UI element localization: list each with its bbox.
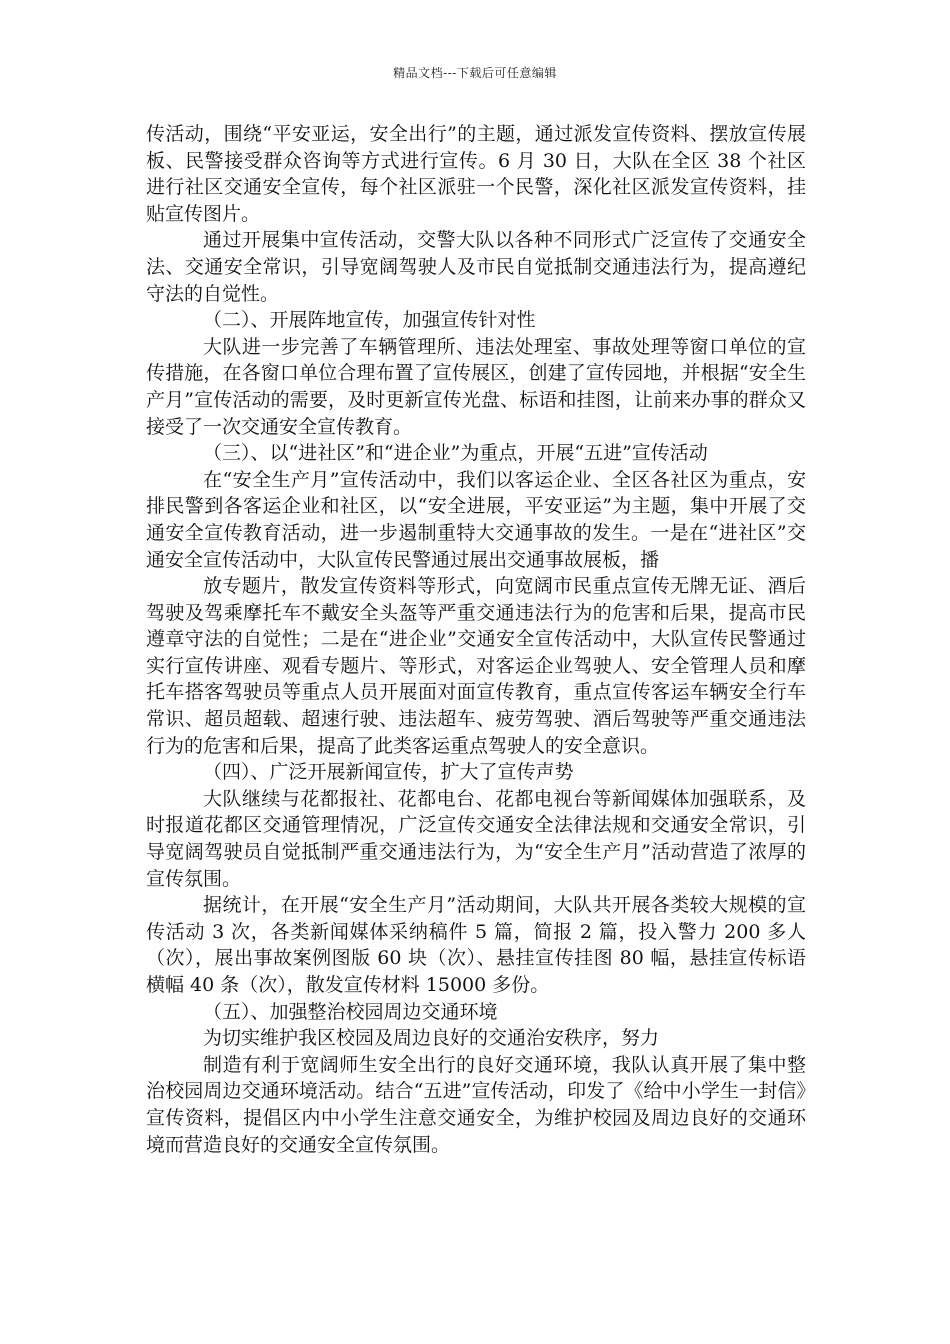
section-heading-5: （五）、加强整治校园周边交通环境 xyxy=(203,1000,498,1023)
section-heading-3: （三）、以“进社区”和“进企业”为重点，开展“五进”宣传活动 xyxy=(203,442,708,465)
section-heading-2: （二）、开展阵地宣传，加强宣传针对性 xyxy=(203,309,536,332)
document-body xyxy=(146,121,806,1158)
paragraph-4: 在“安全生产月”宣传活动中，我们以客运企业、全区各社区为重点，安排民警到各客运企业和社区，以“安全进展，平安亚运”为主题，集中开展了交通安全宣传教育活动，进一步遏制重特大交通事故的发生。一是在“进社区”交通安全宣传活动中，大队宣传民警通过展出交通事故展板，播 xyxy=(146,468,806,571)
paragraph-7: 据统计，在开展“安全生产月”活动期间，大队共开展各类较大规模的宣传活动 3 次，各类新闻媒体采纳稿件 5 篇，简报 2 篇，投入警力 200 多人（次），展出事故案例图版 60 块（次）、悬挂宣传挂图 80 幅，悬挂宣传标语横幅 40 条（次），散发宣传材料 15000 多份。 xyxy=(146,894,806,996)
paragraph-1: 传活动，围绕“平安亚运，安全出行”的主题，通过派发宣传资料、摆放宣传展板、民警接受群众咨询等方式进行宣传。6 月 30 日，大队在全区 38 个社区进行社区交通安全宣传，每个社区派驻一个民警，深化社区派发宣传资料，挂贴宣传图片。 xyxy=(146,123,806,225)
page-header: 精品文档---下载后可任意编辑 xyxy=(393,66,557,80)
section-heading-4: （四）、广泛开展新闻宣传，扩大了宣传声势 xyxy=(203,761,574,784)
paragraph-5: 放专题片，散发宣传资料等形式，向宽阔市民重点宣传无牌无证、酒后驾驶及驾乘摩托车不戴安全头盔等严重交通违法行为的危害和后果，提高市民遵章守法的自觉性；二是在“进企业”交通安全宣传活动中，大队宣传民警通过实行宣传讲座、观看专题片、等形式，对客运企业驾驶人、安全管理人员和摩托车搭客驾驶员等重点人员开展面对面宣传教育，重点宣传客运车辆安全行车常识、超员超载、超速行驶、违法超车、疲劳驾驶、酒后驾驶等严重交通违法行为的危害和后果，提高了此类客运重点驾驶人的安全意识。 xyxy=(146,575,806,757)
paragraph-3: 大队进一步完善了车辆管理所、违法处理室、事故处理等窗口单位的宣传措施，在各窗口单位合理布置了宣传展区，创建了宣传园地，并根据“安全生产月”宣传活动的需要，及时更新宣传光盘、标语和挂图，让前来办事的群众又接受了一次交通安全宣传教育。 xyxy=(146,335,806,438)
paragraph-6: 大队继续与花都报社、花都电台、花都电视台等新闻媒体加强联系，及时报道花都区交通管理情况，广泛宣传交通安全法律法规和交通安全常识，引导宽阔驾驶员自觉抵制严重交通违法行为，为“安全生产月”活动营造了浓厚的宣传氛围。 xyxy=(146,787,806,890)
paragraph-8: 为切实维护我区校园及周边良好的交通治安秩序，努力 xyxy=(203,1027,660,1050)
paragraph-2: 通过开展集中宣传活动，交警大队以各种不同形式广泛宣传了交通安全法、交通安全常识，引导宽阔驾驶人及市民自觉抵制交通违法行为，提高遵纪守法的自觉性。 xyxy=(146,229,806,305)
paragraph-9: 制造有利于宽阔师生安全出行的良好交通环境，我队认真开展了集中整治校园周边交通环境活动。结合“五进”宣传活动，印发了《给中小学生一封信》宣传资料，提倡区内中小学生注意交通安全，为维护校园及周边良好的交通环境而营造良好的交通安全宣传氛围。 xyxy=(146,1053,806,1156)
